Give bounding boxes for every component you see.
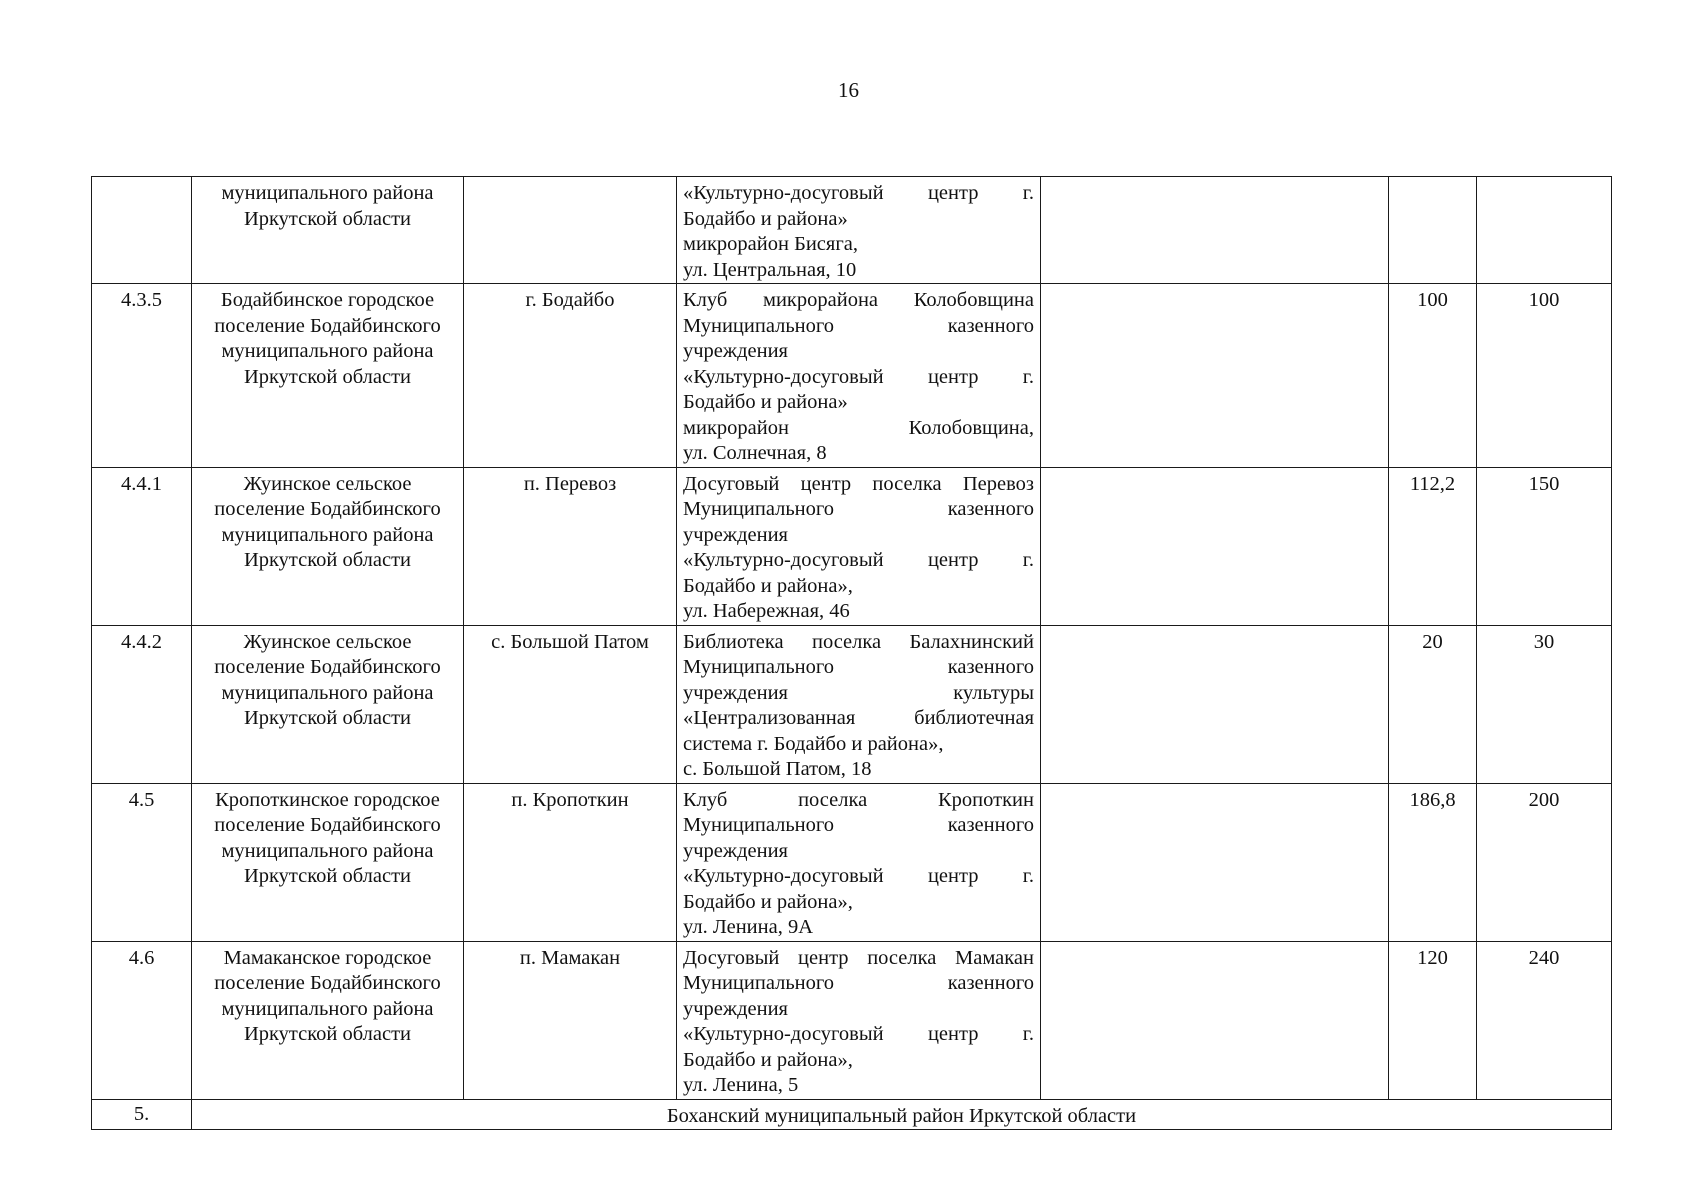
- section-row: [92, 1099, 1612, 1130]
- institution-line: учреждения: [683, 997, 788, 1020]
- institution-line: Клуб микрорайона Колобовщина: [683, 289, 1034, 311]
- locality-cell: с. Большой Патом: [464, 625, 677, 783]
- section-title-cell: Боханский муниципальный район Иркутской области: [192, 1099, 1612, 1130]
- institution-line: «Культурно-досуговый центр г.: [683, 1023, 1034, 1045]
- settlement-line: Иркутской области: [243, 549, 412, 571]
- institution-line: Досуговый центр поселка Перевоз: [683, 472, 1034, 495]
- value-cell-2: 240: [1477, 941, 1612, 1099]
- settlement-line: Жуинское сельское: [243, 472, 412, 495]
- value-cell-2: [1477, 177, 1612, 284]
- institution-line: Муниципального казенного: [683, 498, 1034, 520]
- institution-line: ул. Солнечная, 8: [683, 442, 827, 464]
- institution-line: Бодайбо и района»,: [683, 1048, 853, 1071]
- institution-cell: [677, 467, 1041, 625]
- settlement-line: муниципального района: [221, 997, 434, 1020]
- section-number-cell: 5.: [92, 1099, 192, 1130]
- institution-line: Бодайбо и района»: [683, 207, 848, 230]
- page-number: 16: [838, 78, 859, 102]
- institution-cell: [677, 625, 1041, 783]
- locality-cell: п. Кропоткин: [464, 783, 677, 941]
- institution-line: учреждения: [683, 839, 788, 862]
- value-cell-2: 30: [1477, 625, 1612, 783]
- table-row: [92, 467, 1612, 625]
- settlement-line: муниципального района: [221, 523, 434, 546]
- settlement-line: муниципального района: [221, 340, 434, 362]
- institution-line: с. Большой Патом, 18: [683, 758, 872, 780]
- settlement-line: Жуинское сельское: [243, 630, 412, 653]
- settlement-cell: [192, 783, 464, 941]
- note-cell: [1041, 467, 1389, 625]
- settlement-line: Иркутской области: [243, 707, 412, 729]
- institution-line: учреждения: [683, 340, 788, 362]
- institution-line: ул. Ленина, 5: [683, 1074, 799, 1096]
- row-number-cell: 4.4.2: [92, 625, 192, 783]
- table-row: [92, 783, 1612, 941]
- settlement-line: Иркутской области: [243, 365, 412, 388]
- institution-line: система г. Бодайбо и района»,: [683, 732, 944, 755]
- row-number-cell: 4.3.5: [92, 284, 192, 468]
- institution-line: «Культурно-досуговый центр г.: [683, 549, 1034, 571]
- institution-line: учреждения: [683, 523, 788, 546]
- locality-cell: г. Бодайбо: [464, 284, 677, 468]
- table-row: [92, 625, 1612, 783]
- value-cell-1: 120: [1389, 941, 1477, 1099]
- note-cell: [1041, 284, 1389, 468]
- institution-line: Муниципального казенного: [683, 972, 1034, 994]
- institution-line: микрорайон Колобовщина,: [683, 416, 1034, 439]
- locality-cell: п. Мамакан: [464, 941, 677, 1099]
- settlement-line: муниципального района: [221, 681, 434, 704]
- row-number-cell: 4.4.1: [92, 467, 192, 625]
- institution-cell: [677, 941, 1041, 1099]
- settlement-line: Бодайбинское городское: [220, 289, 435, 311]
- institution-line: Муниципального казенного: [683, 314, 1034, 337]
- value-cell-1: 186,8: [1389, 783, 1477, 941]
- institution-line: Муниципального казенного: [683, 814, 1034, 836]
- note-cell: [1041, 783, 1389, 941]
- table-row: [92, 941, 1612, 1099]
- settlement-line: Иркутской области: [243, 865, 412, 887]
- locality-cell: [464, 177, 677, 284]
- row-number-cell: 4.6: [92, 941, 192, 1099]
- value-cell-2: 200: [1477, 783, 1612, 941]
- institution-line: ул. Центральная, 10: [683, 258, 857, 281]
- settlement-line: Иркутской области: [243, 207, 412, 230]
- table-row: [92, 284, 1612, 468]
- facilities-table: [91, 176, 1612, 1130]
- settlement-line: муниципального района: [221, 839, 434, 862]
- settlement-cell: [192, 284, 464, 468]
- institution-line: «Культурно-досуговый центр г.: [683, 182, 1034, 204]
- note-cell: [1041, 941, 1389, 1099]
- row-number-cell: [92, 177, 192, 284]
- institution-line: ул. Набережная, 46: [683, 600, 850, 622]
- value-cell-1: 100: [1389, 284, 1477, 468]
- value-cell-1: [1389, 177, 1477, 284]
- settlement-line: поселение Бодайбинского: [214, 814, 441, 836]
- settlement-line: Кропоткинское городское: [215, 788, 440, 811]
- locality-cell: п. Перевоз: [464, 467, 677, 625]
- institution-cell: [677, 783, 1041, 941]
- settlement-line: Иркутской области: [243, 1023, 412, 1045]
- institution-line: учреждения культуры: [683, 681, 1034, 704]
- settlement-cell: [192, 625, 464, 783]
- settlement-cell: [192, 467, 464, 625]
- institution-line: Бодайбо и района»,: [683, 890, 853, 913]
- institution-cell: [677, 177, 1041, 284]
- institution-line: Бодайбо и района»,: [683, 574, 853, 597]
- value-cell-2: 100: [1477, 284, 1612, 468]
- settlement-line: муниципального района: [221, 182, 434, 204]
- settlement-line: поселение Бодайбинского: [214, 656, 441, 678]
- settlement-line: поселение Бодайбинского: [214, 314, 441, 337]
- note-cell: [1041, 625, 1389, 783]
- institution-line: ул. Ленина, 9А: [683, 916, 814, 938]
- institution-line: «Культурно-досуговый центр г.: [683, 865, 1034, 887]
- institution-line: Досуговый центр поселка Мамакан: [683, 946, 1034, 969]
- settlement-line: Мамаканское городское: [223, 946, 432, 969]
- value-cell-1: 112,2: [1389, 467, 1477, 625]
- institution-line: «Культурно-досуговый центр г.: [683, 365, 1034, 388]
- settlement-line: поселение Бодайбинского: [214, 972, 441, 994]
- institution-line: «Централизованная библиотечная: [683, 707, 1034, 729]
- settlement-line: поселение Бодайбинского: [214, 498, 441, 520]
- table-row: [92, 177, 1612, 284]
- institution-line: Клуб поселка Кропоткин: [683, 788, 1034, 811]
- institution-line: Бодайбо и района»: [683, 391, 848, 413]
- value-cell-1: 20: [1389, 625, 1477, 783]
- institution-line: Муниципального казенного: [683, 656, 1034, 678]
- institution-line: микрорайон Бисяга,: [683, 233, 858, 255]
- value-cell-2: 150: [1477, 467, 1612, 625]
- settlement-cell: [192, 177, 464, 284]
- row-number-cell: 4.5: [92, 783, 192, 941]
- settlement-cell: [192, 941, 464, 1099]
- institution-cell: [677, 284, 1041, 468]
- institution-line: Библиотека поселка Балахнинский: [683, 630, 1034, 653]
- note-cell: [1041, 177, 1389, 284]
